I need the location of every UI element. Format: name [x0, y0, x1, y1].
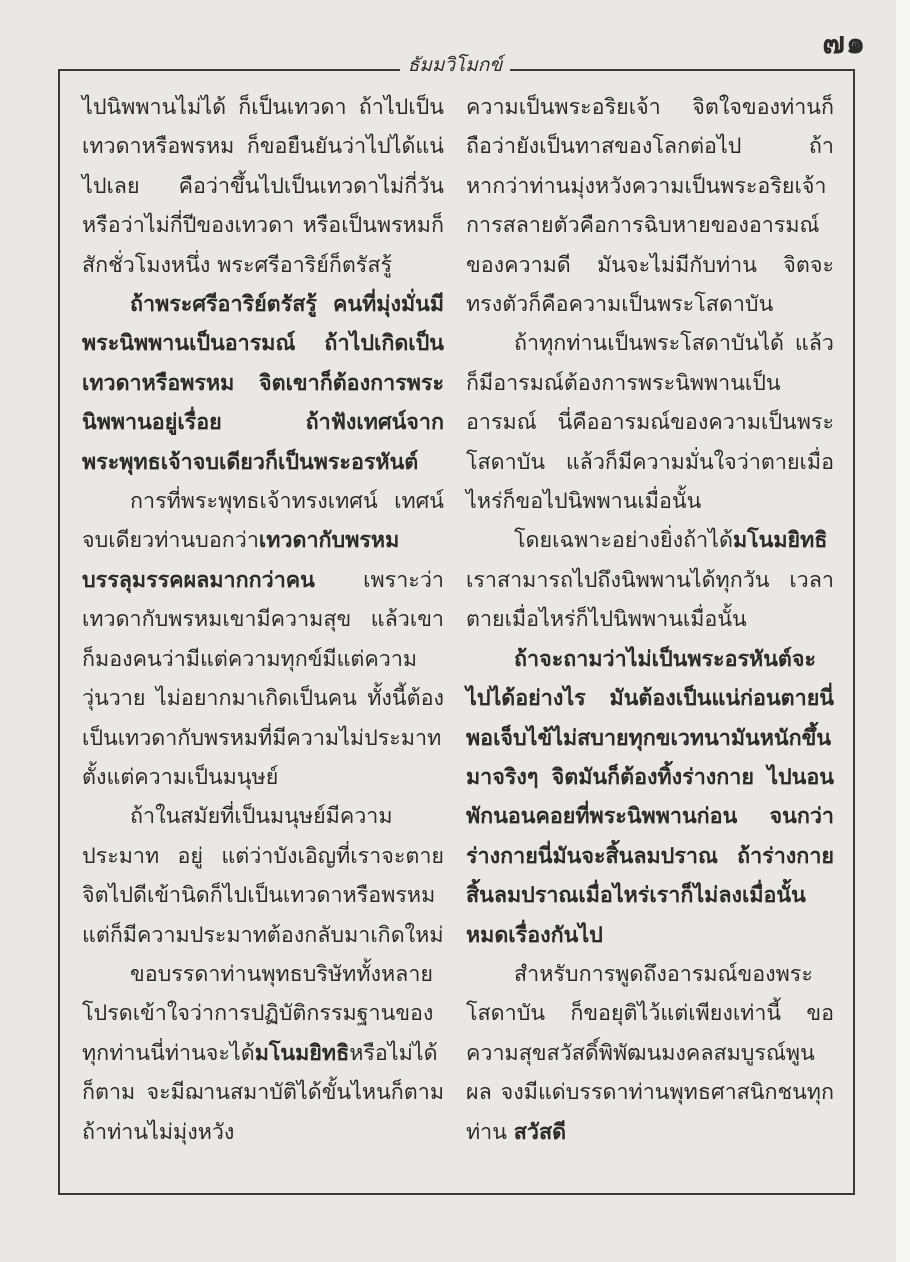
left-p3-text-a: การที่พระพุทธเจ้าทรงเทศน์ เทศน์จบเดียวท่านบอกว่า: [82, 489, 444, 554]
right-p5-text-a: สำหรับการพูดถึงอารมณ์ของพระโสดาบัน ก็ขอยุติไว้แต่เพียงเท่านี้ ขอความสุขสวัสดิ์พิพัฒนมงคลสมบูรณ์พูนผล จงมีแด่บรรดาท่านพุทธศาสนิกชนทุกท่าน: [466, 961, 834, 1145]
right-paragraph-4: ถ้าจะถามว่าไม่เป็นพระอรหันต์จะไปได้อย่างไร มันต้องเป็นแน่ก่อนตายนี่ พอเจ็บไข้ไม่สบายทุกขเวทนามันหนักขึ้นมาจริงๆ จิตมันก็ต้องทิ้งร่างกาย ไปนอนพักนอนคอยที่พระนิพพานก่อน จนกว่าร่างกายนี่มันจะสิ้นลมปราณ ถ้าร่างกายสิ้นลมปราณเมื่อไหร่เราก็ไม่ลงเมื่อนั้น หมดเรื่องกันไป: [466, 646, 834, 948]
left-paragraph-1: ไปนิพพานไม่ได้ ก็เป็นเทวดา ถ้าไปเป็นเทวดาหรือพรหม ก็ขอยืนยันว่าไปได้แน่ ไปเลย คือว่าขึ้นไปเป็นเทวดาไม่กี่วัน หรือว่าไม่กี่ปีของเทวดา หรือเป็นพรหมก็สักชั่วโมงหนึ่ง พระศรีอาริย์ก็ตรัสรู้: [82, 95, 444, 278]
right-paragraph-3: [466, 521, 834, 639]
right-paragraph-5: [466, 955, 834, 1152]
page-number: ๗๑: [822, 26, 866, 61]
right-p5-bold: สวัสดี: [513, 1119, 567, 1145]
right-p3-text-c: เราสามารถไปถึงนิพพานได้ทุกวัน เวลาตายเมื่อไหร่ก็ไปนิพพานเมื่อนั้น: [466, 567, 834, 633]
left-paragraph-3: [82, 482, 444, 797]
left-paragraph-4: ถ้าในสมัยที่เป็นมนุษย์มีความประมาท อยู่ แต่ว่าบังเอิญที่เราจะตายจิตไปดีเข้านิดก็ไปเป็นเทวดาหรือพรหม แต่ก็มีความประมาทต้องกลับมาเกิดใหม่: [82, 804, 444, 948]
right-column: [466, 88, 834, 1152]
left-paragraph-2: ถ้าพระศรีอาริย์ตรัสรู้ คนที่มุ่งมั่นมีพระนิพพานเป็นอารมณ์ ถ้าไปเกิดเป็นเทวดาหรือพรหม จิตเขาก็ต้องการพระนิพพานอยู่เรื่อย ถ้าฟังเทศน์จากพระพุทธเจ้าจบเดียวก็เป็นพระอรหันต์: [82, 292, 444, 475]
left-p5-bold: มโนมยิทธิ: [254, 1040, 350, 1066]
left-p3-text-c: เพราะว่าเทวดากับพรหมเขามีความสุข แล้วเขาก็มองคนว่ามีแต่ความทุกข์มีแต่ความวุ่นวาย ไม่อยากมาเกิดเป็นคน ทั้งนี้ต้องเป็นเทวดากับพรหมที่มีความไม่ประมาทตั้งแต่ความเป็นมนุษย์: [82, 567, 444, 790]
left-p5-text-c: หรือไม่ได้ก็ตาม จะมีฌานสมาบัติได้ขั้นไหนก็ตาม ถ้าท่านไม่มุ่งหวัง: [82, 1040, 444, 1145]
left-column: [82, 88, 444, 1152]
header-title: ธัมมวิโมกข์: [400, 54, 511, 76]
right-paragraph-1: ความเป็นพระอริยเจ้า จิตใจของท่านก็ถือว่ายังเป็นทาสของโลกต่อไป ถ้าหากว่าท่านมุ่งหวังความเป็นพระอริยเจ้า การสลายตัวคือการฉิบหายของอารมณ์ของความดี มันจะไม่มีกับท่าน จิตจะทรงตัวก็คือความเป็นพระโสดาบัน: [466, 95, 834, 318]
page-edge: [896, 0, 910, 1262]
left-paragraph-5: [82, 955, 444, 1152]
right-p3-bold: มโนมยิทธิ: [732, 528, 828, 554]
left-p3-bold: เทวดากับพรหมบรรลุมรรคผลมากกว่าคน: [82, 528, 400, 593]
running-header: [0, 50, 910, 80]
left-p5-text-a: ขอบรรดาท่านพุทธบริษัททั้งหลายโปรดเข้าใจว่าการปฏิบัติกรรมฐานของทุกท่านนี่ท่านจะได้: [82, 961, 434, 1066]
right-paragraph-2: ถ้าทุกท่านเป็นพระโสดาบันได้ แล้วก็มีอารมณ์ต้องการพระนิพพานเป็นอารมณ์ นี่คืออารมณ์ของความเป็นพระโสดาบัน แล้วก็มีความมั่นใจว่าตายเมื่อไหร่ก็ขอไปนิพพานเมื่อนั้น: [466, 331, 834, 515]
right-p3-text-a: โดยเฉพาะอย่างยิ่งถ้าได้: [514, 528, 733, 554]
